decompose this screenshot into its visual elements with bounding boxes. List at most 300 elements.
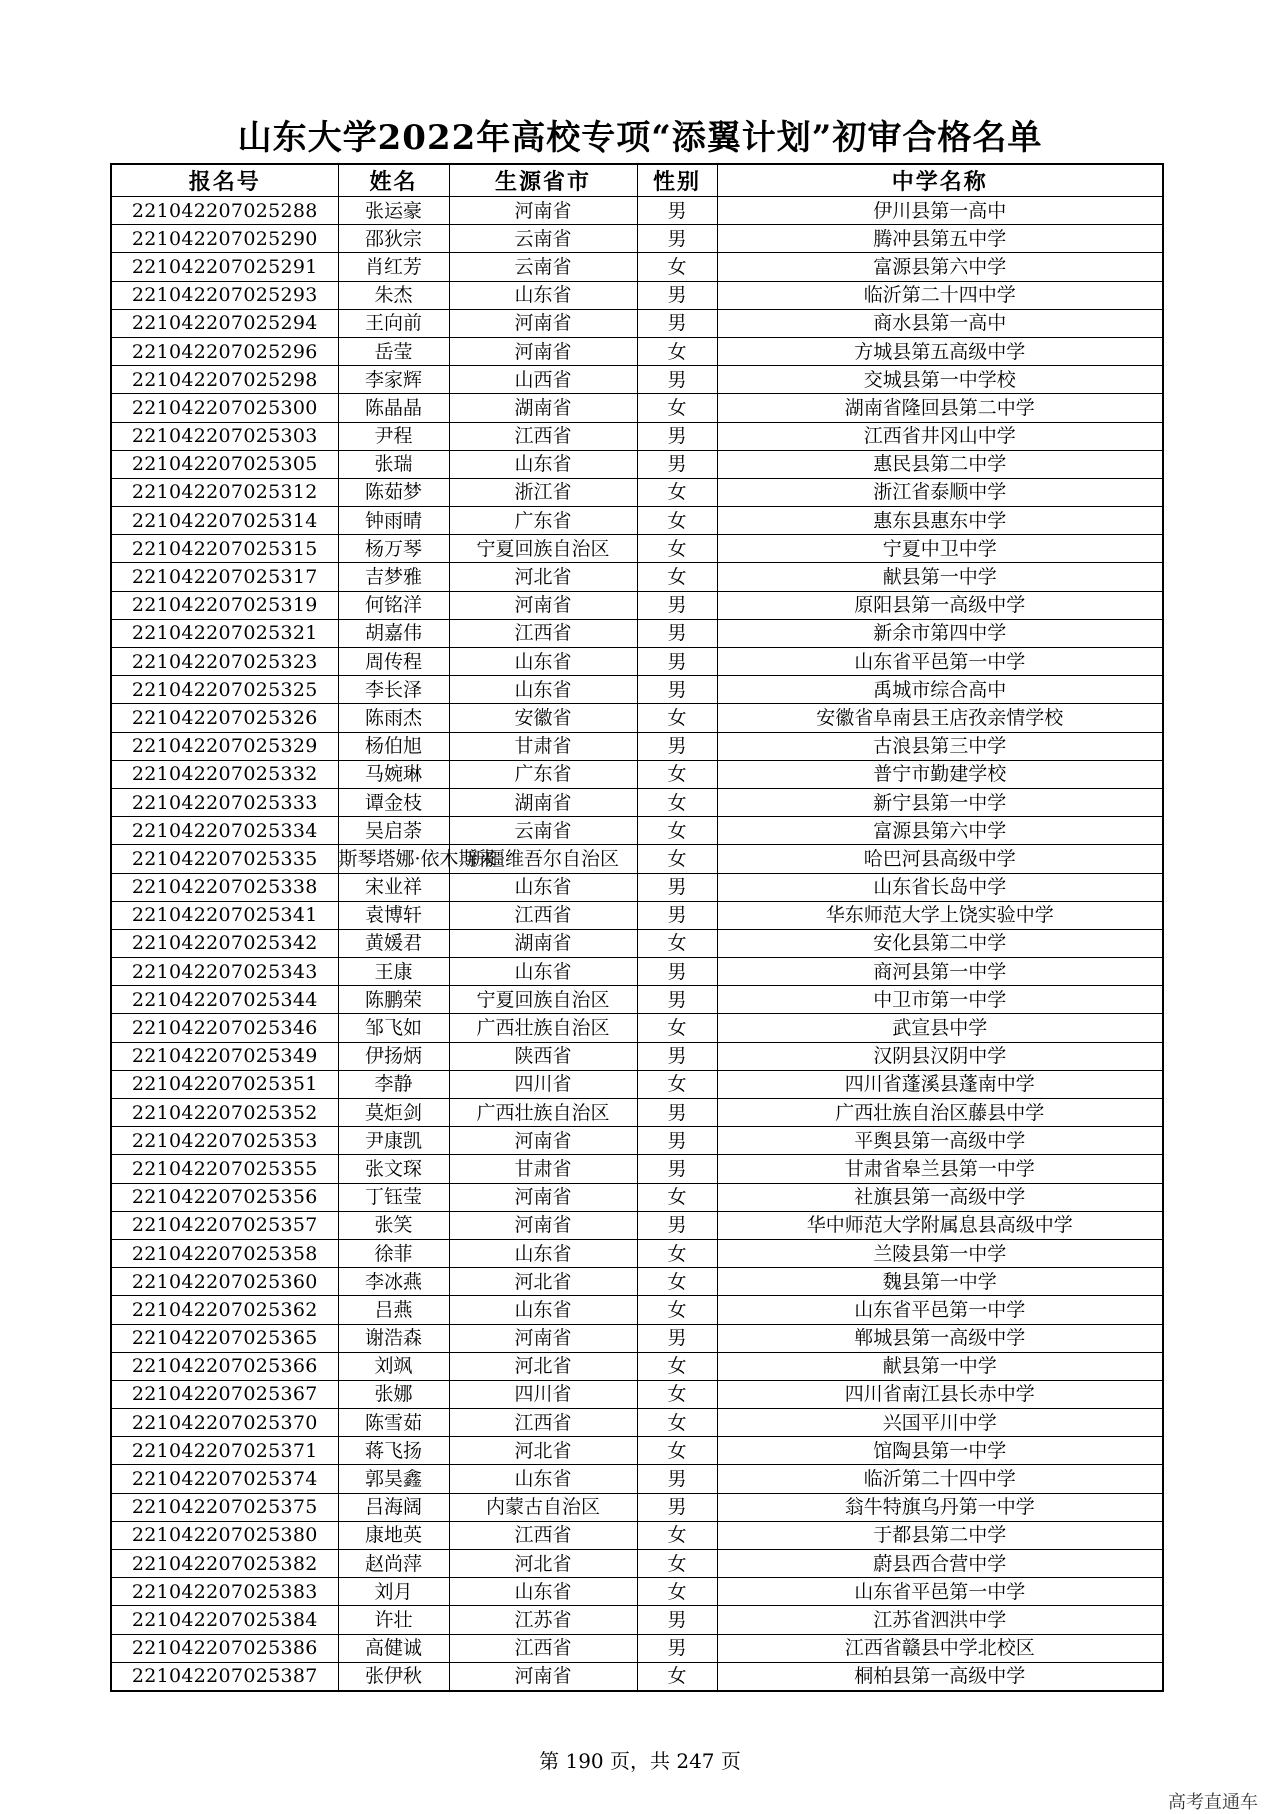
table-cell-gender: 女 [637, 1070, 717, 1098]
table-row [111, 1239, 1163, 1267]
table-cell-registration-no: 221042207025325 [111, 676, 338, 704]
table-row [111, 958, 1163, 986]
table-cell-name: 张娜 [338, 1380, 449, 1408]
table-cell-registration-no: 221042207025367 [111, 1380, 338, 1408]
table-cell-registration-no: 221042207025329 [111, 732, 338, 760]
table-cell-registration-no: 221042207025290 [111, 225, 338, 253]
table-row [111, 1606, 1163, 1634]
page-number: 第 190 页，共 247 页 [539, 1749, 741, 1773]
column-header-name: 姓名 [338, 164, 449, 197]
table-cell-province: 宁夏回族自治区 [449, 535, 637, 563]
column-header-gender: 性别 [637, 164, 717, 197]
table-row [111, 1268, 1163, 1296]
table-cell-province: 山东省 [449, 1239, 637, 1267]
table-cell-gender: 男 [637, 281, 717, 309]
table-cell-school: 四川省蓬溪县蓬南中学 [717, 1070, 1163, 1098]
table-cell-name: 岳莹 [338, 337, 449, 365]
table-cell-name: 周传程 [338, 648, 449, 676]
table-cell-province: 河南省 [449, 591, 637, 619]
table-cell-registration-no: 221042207025296 [111, 337, 338, 365]
table-cell-province: 河南省 [449, 1183, 637, 1211]
table-row [111, 1409, 1163, 1437]
table-cell-province: 云南省 [449, 225, 637, 253]
table-cell-name: 杨万琴 [338, 535, 449, 563]
table-cell-school: 于都县第二中学 [717, 1521, 1163, 1549]
table-cell-registration-no: 221042207025362 [111, 1296, 338, 1324]
table-cell-gender: 女 [637, 788, 717, 816]
table-row [111, 422, 1163, 450]
table-row [111, 1155, 1163, 1183]
table-cell-province: 内蒙古自治区 [449, 1493, 637, 1521]
table-cell-gender: 男 [637, 986, 717, 1014]
table-cell-school: 方城县第五高级中学 [717, 337, 1163, 365]
table-cell-gender: 女 [637, 337, 717, 365]
table-cell-gender: 男 [637, 197, 717, 225]
table-cell-province: 山西省 [449, 366, 637, 394]
table-cell-name: 李静 [338, 1070, 449, 1098]
table-cell-gender: 女 [637, 1239, 717, 1267]
table-cell-name: 邵狄宗 [338, 225, 449, 253]
table-cell-name: 吕海阔 [338, 1493, 449, 1521]
table-header-row [111, 164, 1163, 197]
table-cell-school: 山东省平邑第一中学 [717, 648, 1163, 676]
table-row [111, 309, 1163, 337]
table-row [111, 929, 1163, 957]
table-cell-registration-no: 221042207025333 [111, 788, 338, 816]
table-cell-province: 河北省 [449, 1352, 637, 1380]
table-cell-registration-no: 221042207025352 [111, 1099, 338, 1127]
table-cell-school: 商水县第一高中 [717, 309, 1163, 337]
table-cell-province: 甘肃省 [449, 1155, 637, 1183]
table-cell-name: 斯琴塔娜·依木斯来 [338, 845, 449, 873]
table-cell-school: 腾冲县第五中学 [717, 225, 1163, 253]
table-cell-school: 魏县第一中学 [717, 1268, 1163, 1296]
table-cell-gender: 男 [637, 1042, 717, 1070]
table-cell-gender: 女 [637, 760, 717, 788]
table-cell-gender: 女 [637, 1014, 717, 1042]
table-cell-gender: 女 [637, 1437, 717, 1465]
table-cell-school: 献县第一中学 [717, 563, 1163, 591]
table-cell-school: 四川省南江县长赤中学 [717, 1380, 1163, 1408]
table-row [111, 535, 1163, 563]
table-cell-registration-no: 221042207025293 [111, 281, 338, 309]
applicant-table [110, 163, 1164, 1692]
table-row [111, 732, 1163, 760]
table-cell-gender: 男 [637, 309, 717, 337]
table-cell-registration-no: 221042207025346 [111, 1014, 338, 1042]
table-row [111, 1578, 1163, 1606]
table-cell-registration-no: 221042207025383 [111, 1578, 338, 1606]
table-cell-registration-no: 221042207025342 [111, 929, 338, 957]
table-cell-province: 广东省 [449, 760, 637, 788]
table-cell-school: 新余市第四中学 [717, 619, 1163, 647]
table-cell-province: 河北省 [449, 1550, 637, 1578]
table-row [111, 253, 1163, 281]
table-cell-school: 原阳县第一高级中学 [717, 591, 1163, 619]
table-row [111, 1127, 1163, 1155]
table-cell-province: 湖南省 [449, 929, 637, 957]
table-cell-name: 李家辉 [338, 366, 449, 394]
table-cell-school: 献县第一中学 [717, 1352, 1163, 1380]
table-row [111, 760, 1163, 788]
table-cell-registration-no: 221042207025338 [111, 873, 338, 901]
table-cell-registration-no: 221042207025349 [111, 1042, 338, 1070]
table-cell-name: 杨伯旭 [338, 732, 449, 760]
table-row [111, 676, 1163, 704]
table-cell-name: 张文琛 [338, 1155, 449, 1183]
table-cell-province: 山东省 [449, 648, 637, 676]
table-cell-school: 哈巴河县高级中学 [717, 845, 1163, 873]
table-cell-name: 陈雨杰 [338, 704, 449, 732]
table-cell-name: 高健诚 [338, 1634, 449, 1662]
table-cell-province: 新疆维吾尔自治区 [449, 845, 637, 873]
table-cell-gender: 男 [637, 873, 717, 901]
table-row [111, 281, 1163, 309]
table-cell-province: 山东省 [449, 958, 637, 986]
table-cell-school: 富源县第六中学 [717, 817, 1163, 845]
table-cell-name: 郭昊鑫 [338, 1465, 449, 1493]
table-cell-province: 云南省 [449, 817, 637, 845]
table-row [111, 901, 1163, 929]
table-cell-school: 武宣县中学 [717, 1014, 1163, 1042]
table-cell-school: 郸城县第一高级中学 [717, 1324, 1163, 1352]
table-cell-gender: 女 [637, 817, 717, 845]
table-row [111, 986, 1163, 1014]
table-cell-school: 江西省赣县中学北校区 [717, 1634, 1163, 1662]
column-header-province: 生源省市 [449, 164, 637, 197]
table-cell-province: 江西省 [449, 1409, 637, 1437]
table-cell-province: 河南省 [449, 337, 637, 365]
table-cell-name: 朱杰 [338, 281, 449, 309]
table-cell-name: 吴启荼 [338, 817, 449, 845]
table-cell-registration-no: 221042207025314 [111, 507, 338, 535]
table-cell-school: 兴国平川中学 [717, 1409, 1163, 1437]
table-cell-registration-no: 221042207025332 [111, 760, 338, 788]
table-cell-province: 江西省 [449, 1521, 637, 1549]
table-cell-school: 社旗县第一高级中学 [717, 1183, 1163, 1211]
table-row [111, 450, 1163, 478]
table-cell-name: 张瑞 [338, 450, 449, 478]
table-cell-province: 广东省 [449, 507, 637, 535]
table-cell-province: 河南省 [449, 309, 637, 337]
table-cell-province: 河南省 [449, 197, 637, 225]
table-cell-registration-no: 221042207025365 [111, 1324, 338, 1352]
table-cell-gender: 女 [637, 1550, 717, 1578]
table-cell-school: 普宁市勤建学校 [717, 760, 1163, 788]
table-cell-name: 康地英 [338, 1521, 449, 1549]
table-cell-name: 莫炬剑 [338, 1099, 449, 1127]
table-cell-registration-no: 221042207025312 [111, 478, 338, 506]
table-cell-name: 陈晶晶 [338, 394, 449, 422]
table-row [111, 1662, 1163, 1691]
table-cell-name: 王康 [338, 958, 449, 986]
table-row [111, 1465, 1163, 1493]
table-cell-school: 山东省平邑第一中学 [717, 1296, 1163, 1324]
table-cell-name: 伊扬炳 [338, 1042, 449, 1070]
table-cell-school: 宁夏中卫中学 [717, 535, 1163, 563]
table-cell-registration-no: 221042207025374 [111, 1465, 338, 1493]
table-cell-gender: 男 [637, 422, 717, 450]
table-cell-province: 山东省 [449, 676, 637, 704]
table-cell-gender: 男 [637, 1634, 717, 1662]
table-cell-province: 河北省 [449, 563, 637, 591]
table-cell-registration-no: 221042207025319 [111, 591, 338, 619]
table-cell-name: 邹飞如 [338, 1014, 449, 1042]
table-cell-name: 谢浩森 [338, 1324, 449, 1352]
table-row [111, 478, 1163, 506]
table-cell-registration-no: 221042207025344 [111, 986, 338, 1014]
table-cell-name: 张运豪 [338, 197, 449, 225]
table-cell-gender: 男 [637, 732, 717, 760]
table-cell-gender: 男 [637, 450, 717, 478]
table-cell-gender: 男 [637, 619, 717, 647]
table-cell-school: 新宁县第一中学 [717, 788, 1163, 816]
table-cell-province: 广西壮族自治区 [449, 1014, 637, 1042]
table-cell-registration-no: 221042207025323 [111, 648, 338, 676]
table-cell-province: 宁夏回族自治区 [449, 986, 637, 1014]
table-row [111, 1042, 1163, 1070]
table-cell-school: 湖南省隆回县第二中学 [717, 394, 1163, 422]
table-cell-gender: 男 [637, 1465, 717, 1493]
table-cell-province: 河南省 [449, 1127, 637, 1155]
table-cell-registration-no: 221042207025382 [111, 1550, 338, 1578]
table-cell-province: 河南省 [449, 1211, 637, 1239]
table-cell-gender: 女 [637, 1662, 717, 1691]
table-cell-province: 河南省 [449, 1324, 637, 1352]
table-cell-registration-no: 221042207025353 [111, 1127, 338, 1155]
table-cell-name: 赵尚萍 [338, 1550, 449, 1578]
table-cell-gender: 女 [637, 507, 717, 535]
table-row [111, 1521, 1163, 1549]
table-cell-name: 马婉琳 [338, 760, 449, 788]
table-cell-name: 刘月 [338, 1578, 449, 1606]
table-row [111, 648, 1163, 676]
table-cell-school: 惠东县惠东中学 [717, 507, 1163, 535]
table-cell-name: 王向前 [338, 309, 449, 337]
table-cell-gender: 男 [637, 591, 717, 619]
table-cell-registration-no: 221042207025357 [111, 1211, 338, 1239]
table-cell-school: 桐柏县第一高级中学 [717, 1662, 1163, 1691]
table-row [111, 788, 1163, 816]
table-cell-gender: 女 [637, 929, 717, 957]
table-cell-gender: 男 [637, 225, 717, 253]
table-cell-name: 徐菲 [338, 1239, 449, 1267]
table-cell-province: 江西省 [449, 619, 637, 647]
table-cell-name: 吕燕 [338, 1296, 449, 1324]
table-cell-gender: 男 [637, 1155, 717, 1183]
table-cell-registration-no: 221042207025334 [111, 817, 338, 845]
table-cell-school: 伊川县第一高中 [717, 197, 1163, 225]
table-row [111, 1324, 1163, 1352]
table-cell-name: 袁博轩 [338, 901, 449, 929]
table-cell-name: 吉梦雅 [338, 563, 449, 591]
table-cell-school: 山东省长岛中学 [717, 873, 1163, 901]
table-cell-gender: 男 [637, 1493, 717, 1521]
table-cell-province: 云南省 [449, 253, 637, 281]
table-cell-school: 江西省井冈山中学 [717, 422, 1163, 450]
table-cell-registration-no: 221042207025360 [111, 1268, 338, 1296]
table-cell-province: 甘肃省 [449, 732, 637, 760]
table-cell-registration-no: 221042207025315 [111, 535, 338, 563]
table-cell-school: 兰陵县第一中学 [717, 1239, 1163, 1267]
table-cell-registration-no: 221042207025351 [111, 1070, 338, 1098]
table-cell-name: 李长泽 [338, 676, 449, 704]
table-cell-province: 山东省 [449, 1465, 637, 1493]
table-row [111, 1437, 1163, 1465]
table-cell-province: 山东省 [449, 450, 637, 478]
table-cell-gender: 男 [637, 901, 717, 929]
table-row [111, 817, 1163, 845]
table-cell-registration-no: 221042207025335 [111, 845, 338, 873]
table-cell-registration-no: 221042207025300 [111, 394, 338, 422]
table-cell-name: 陈雪茹 [338, 1409, 449, 1437]
table-cell-school: 古浪县第三中学 [717, 732, 1163, 760]
table-cell-name: 胡嘉伟 [338, 619, 449, 647]
table-cell-name: 宋业祥 [338, 873, 449, 901]
table-cell-registration-no: 221042207025303 [111, 422, 338, 450]
table-row [111, 563, 1163, 591]
table-row [111, 507, 1163, 535]
table-cell-school: 商河县第一中学 [717, 958, 1163, 986]
table-cell-school: 浙江省泰顺中学 [717, 478, 1163, 506]
table-cell-province: 山东省 [449, 1578, 637, 1606]
table-cell-name: 尹康凯 [338, 1127, 449, 1155]
table-cell-name: 丁钰莹 [338, 1183, 449, 1211]
table-cell-registration-no: 221042207025343 [111, 958, 338, 986]
table-row [111, 1070, 1163, 1098]
table-cell-province: 河北省 [449, 1437, 637, 1465]
table-row [111, 337, 1163, 365]
table-cell-gender: 女 [637, 845, 717, 873]
table-cell-gender: 女 [637, 563, 717, 591]
table-cell-school: 平舆县第一高级中学 [717, 1127, 1163, 1155]
table-cell-school: 广西壮族自治区藤县中学 [717, 1099, 1163, 1127]
table-cell-province: 湖南省 [449, 394, 637, 422]
table-cell-school: 禹城市综合高中 [717, 676, 1163, 704]
table-cell-name: 刘飒 [338, 1352, 449, 1380]
table-cell-school: 安徽省阜南县王店孜亲情学校 [717, 704, 1163, 732]
table-cell-gender: 男 [637, 1099, 717, 1127]
column-header-school: 中学名称 [717, 164, 1163, 197]
table-cell-gender: 女 [637, 1409, 717, 1437]
table-cell-registration-no: 221042207025370 [111, 1409, 338, 1437]
table-cell-gender: 女 [637, 704, 717, 732]
table-cell-registration-no: 221042207025291 [111, 253, 338, 281]
column-header-registration-no: 报名号 [111, 164, 338, 197]
table-cell-school: 翁牛特旗乌丹第一中学 [717, 1493, 1163, 1521]
table-row [111, 1550, 1163, 1578]
table-cell-name: 钟雨晴 [338, 507, 449, 535]
table-cell-province: 江西省 [449, 1634, 637, 1662]
table-cell-school: 蔚县西合营中学 [717, 1550, 1163, 1578]
table-cell-gender: 男 [637, 1324, 717, 1352]
table-row [111, 873, 1163, 901]
table-cell-name: 李冰燕 [338, 1268, 449, 1296]
table-cell-gender: 男 [637, 1127, 717, 1155]
table-cell-gender: 男 [637, 1211, 717, 1239]
table-cell-gender: 女 [637, 1183, 717, 1211]
table-cell-gender: 女 [637, 1578, 717, 1606]
table-cell-registration-no: 221042207025326 [111, 704, 338, 732]
table-cell-name: 张笑 [338, 1211, 449, 1239]
table-cell-school: 富源县第六中学 [717, 253, 1163, 281]
table-cell-province: 广西壮族自治区 [449, 1099, 637, 1127]
table-row [111, 845, 1163, 873]
table-cell-name: 张伊秋 [338, 1662, 449, 1691]
table-cell-name: 黄媛君 [338, 929, 449, 957]
table-cell-registration-no: 221042207025375 [111, 1493, 338, 1521]
table-cell-registration-no: 221042207025317 [111, 563, 338, 591]
table-cell-province: 江西省 [449, 901, 637, 929]
table-cell-registration-no: 221042207025341 [111, 901, 338, 929]
table-cell-province: 四川省 [449, 1380, 637, 1408]
table-cell-school: 华中师范大学附属息县高级中学 [717, 1211, 1163, 1239]
table-cell-registration-no: 221042207025305 [111, 450, 338, 478]
table-row [111, 1296, 1163, 1324]
table-cell-name: 肖红芳 [338, 253, 449, 281]
table-row [111, 1099, 1163, 1127]
table-row [111, 366, 1163, 394]
table-cell-province: 山东省 [449, 1296, 637, 1324]
table-cell-registration-no: 221042207025356 [111, 1183, 338, 1211]
table-cell-name: 许壮 [338, 1606, 449, 1634]
table-cell-name: 蒋飞扬 [338, 1437, 449, 1465]
table-cell-gender: 女 [637, 1352, 717, 1380]
table-cell-school: 汉阴县汉阴中学 [717, 1042, 1163, 1070]
table-cell-gender: 女 [637, 535, 717, 563]
table-cell-province: 湖南省 [449, 788, 637, 816]
table-cell-province: 江西省 [449, 422, 637, 450]
table-cell-school: 甘肃省皋兰县第一中学 [717, 1155, 1163, 1183]
table-cell-gender: 男 [637, 958, 717, 986]
table-cell-school: 馆陶县第一中学 [717, 1437, 1163, 1465]
table-row [111, 591, 1163, 619]
table-cell-gender: 男 [637, 648, 717, 676]
table-cell-registration-no: 221042207025294 [111, 309, 338, 337]
table-cell-registration-no: 221042207025366 [111, 1352, 338, 1380]
table-cell-registration-no: 221042207025288 [111, 197, 338, 225]
table-cell-province: 陕西省 [449, 1042, 637, 1070]
table-cell-registration-no: 221042207025371 [111, 1437, 338, 1465]
table-cell-gender: 女 [637, 394, 717, 422]
table-cell-province: 河南省 [449, 1662, 637, 1691]
table-cell-province: 河北省 [449, 1268, 637, 1296]
table-cell-school: 山东省平邑第一中学 [717, 1578, 1163, 1606]
table-row [111, 1211, 1163, 1239]
table-row [111, 394, 1163, 422]
table-cell-gender: 男 [637, 676, 717, 704]
table-row [111, 1493, 1163, 1521]
watermark: 高考直通车 [1168, 1792, 1258, 1813]
table-cell-name: 何铭洋 [338, 591, 449, 619]
table-cell-gender: 男 [637, 366, 717, 394]
table-cell-province: 山东省 [449, 281, 637, 309]
table-cell-registration-no: 221042207025298 [111, 366, 338, 394]
table-row [111, 619, 1163, 647]
table-cell-province: 浙江省 [449, 478, 637, 506]
table-cell-registration-no: 221042207025386 [111, 1634, 338, 1662]
table-row [111, 225, 1163, 253]
table-cell-registration-no: 221042207025321 [111, 619, 338, 647]
table-cell-school: 临沂第二十四中学 [717, 1465, 1163, 1493]
table-row [111, 704, 1163, 732]
table-cell-gender: 女 [637, 1268, 717, 1296]
table-cell-gender: 女 [637, 478, 717, 506]
table-cell-province: 安徽省 [449, 704, 637, 732]
table-cell-school: 江苏省泗洪中学 [717, 1606, 1163, 1634]
table-cell-province: 江苏省 [449, 1606, 637, 1634]
table-cell-registration-no: 221042207025387 [111, 1662, 338, 1691]
